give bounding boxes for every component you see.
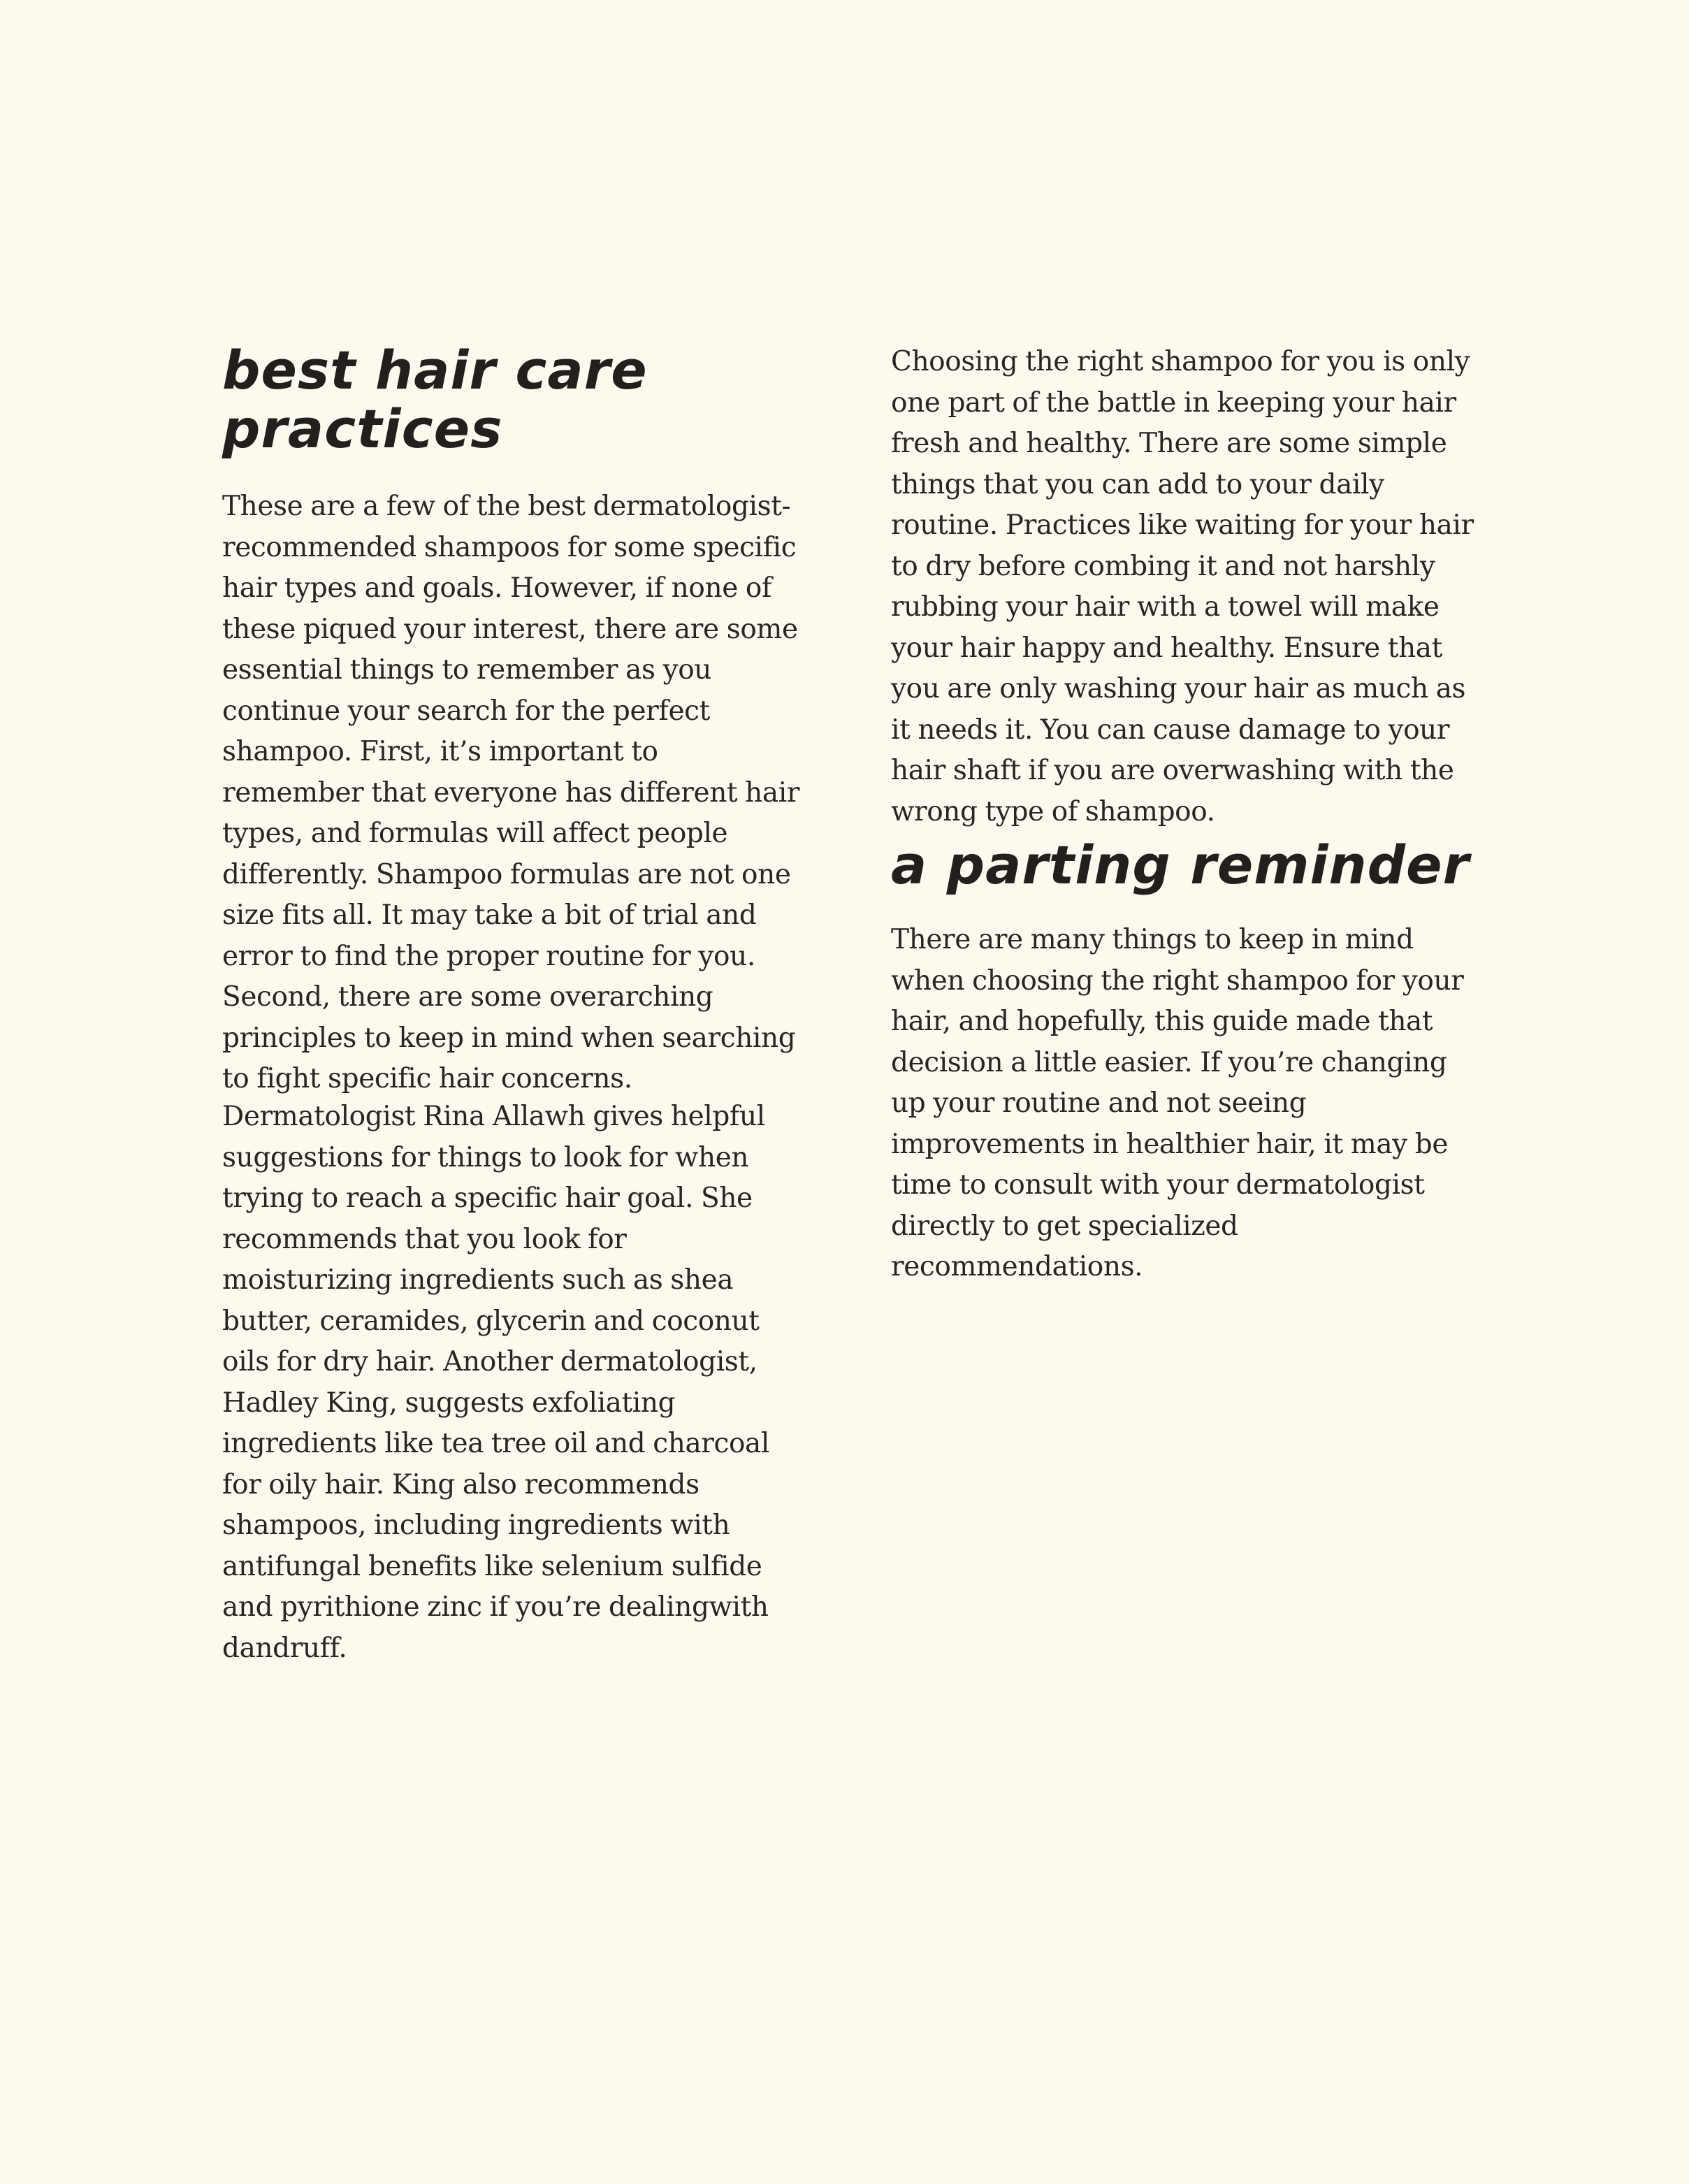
paragraph-dermatologist-suggestions: Dermatologist Rina Allawh gives helpful suggestions for things to look for when trying to reach a specific hair goal. She recommends that you look for moisturizing ingredients such as shea butter, ceramides, glycerin and coconut oils for dry hair. Another dermatologist, Hadley King, suggests exfoliating ingredients like tea tree oil and charcoal for oily hair. King also recommends shampoos, including ingredients with antifungal benefits like selenium sulfide and pyrithione zinc if you’re dealingwith dandruff. xyxy=(222,1101,769,1664)
paragraph-daily-routine: Choosing the right shampoo for you is only one part of the battle in keeping your hair fresh and healthy. There are some simple things that you can add to your daily routine. Practices like waiting for your hair to dry before combing it and not harshly rubbing your hair with a towel will make your hair happy and healthy. Ensure that you are only washing your hair as much as it needs it. You can cause damage to your hair shaft if you are overwashing with the wrong type of shampoo. xyxy=(891,346,1474,827)
section-heading-best-hair-care-practices: best hair care practices xyxy=(222,339,648,460)
section-heading-parting-reminder: a parting reminder xyxy=(891,834,1470,896)
paragraph-parting-reminder: There are many things to keep in mind when choosing the right shampoo for your hair, and hopefully, this guide made that decision a little easier. If you’re changing up your routine and not seeing improvements in healthier hair, it may be time to consult with your dermatologist directly to get specialized recommendations. xyxy=(891,924,1464,1282)
paragraph-shampoo-intro: These are a few of the best dermatologist-recommended shampoos for some specific hair types and goals. However, if none of these piqued your interest, there are some essential things to remember as you continue your search for the perfect shampoo. First, it’s important to remember that everyone has different hair types, and formulas will affect people differently. Shampoo formulas are not one size fits all. It may take a bit of trial and error to find the proper routine for you. Second, there are some overarching principles to keep in mind when searching to fight specific hair concerns. xyxy=(222,491,800,1094)
